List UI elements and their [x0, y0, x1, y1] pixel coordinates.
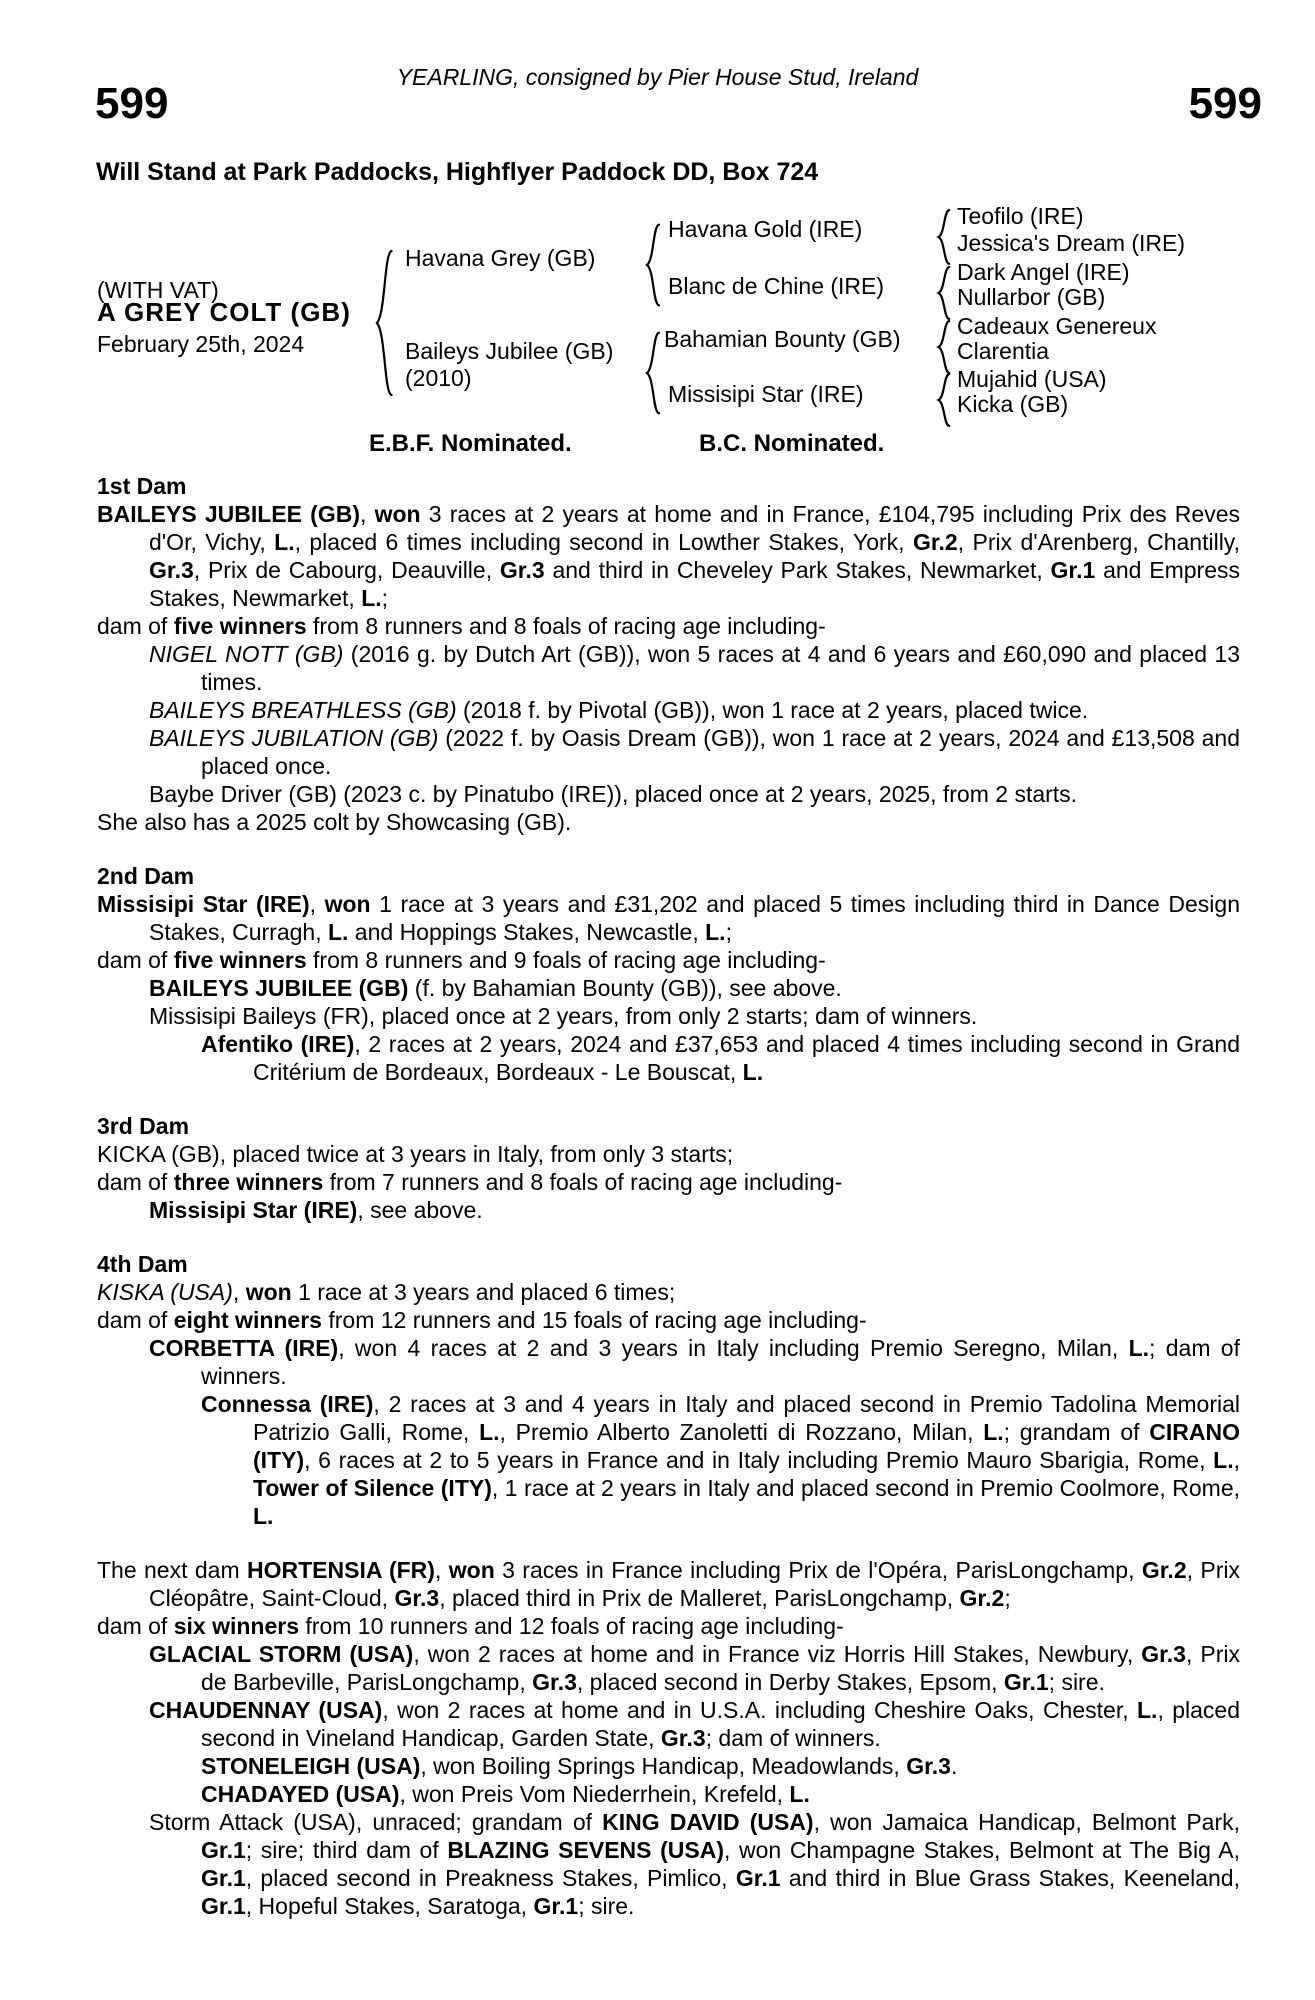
- sire-sire-name: Havana Gold (IRE): [668, 216, 863, 242]
- pedigree-paragraph: GLACIAL STORM (USA), won 2 races at home and in France viz Horris Hill Stakes, Newbury, Gr.3, Prix de Barbeville, ParisLongchamp, Gr.3, placed second in Derby Stakes, Epsom, Gr.1; sire.: [149, 1641, 1240, 1695]
- pedigree-paragraph: BAILEYS JUBILATION (GB) (2022 f. by Oasis Dream (GB)), won 1 race at 2 years, 2024 and £13,508 and placed once.: [149, 725, 1240, 779]
- pedigree-paragraph: Missisipi Star (IRE), won 1 race at 3 years and £31,202 and placed 5 times including third in Dance Design Stakes, Curragh, L. and Hoppings Stakes, Newcastle, L.;: [97, 891, 1240, 945]
- pedigree-paragraph: STONELEIGH (USA), won Boiling Springs Handicap, Meadowlands, Gr.3.: [201, 1753, 958, 1779]
- brace-icon: [643, 223, 661, 307]
- dam-sire-dam-name: Clarentia: [957, 338, 1050, 364]
- section-heading: 1st Dam: [97, 473, 187, 499]
- pedigree-paragraph: CHAUDENNAY (USA), won 2 races at home and in U.S.A. including Cheshire Oaks, Chester, L., placed second in Vineland Handicap, Garden State, Gr.3; dam of winners.: [149, 1697, 1241, 1751]
- consignor-line: YEARLING, consigned by Pier House Stud, Ireland: [396, 64, 919, 90]
- dam-section: [97, 1112, 1240, 1224]
- sire-dam-name: Blanc de Chine (IRE): [668, 273, 885, 299]
- dam-section: [97, 472, 1240, 836]
- pedigree-paragraph: BAILEYS JUBILEE (GB) (f. by Bahamian Bounty (GB)), see above.: [149, 975, 842, 1001]
- pedigree-paragraph: NIGEL NOTT (GB) (2016 g. by Dutch Art (GB)), won 5 races at 4 and 6 years and £60,090 and placed 13 times.: [149, 641, 1240, 695]
- foal-date: February 25th, 2024: [97, 331, 305, 357]
- pedigree-paragraph: Connessa (IRE), 2 races at 3 and 4 years in Italy and placed second in Premio Tadolina Memorial Patrizio Galli, Rome, L., Premio Alberto Zanoletti di Rozzano, Milan, L.; grandam of CIRANO (ITY), 6 races at 2 to 5 years in France and in Italy including Premio Mauro Sbarigia, Rome, L., Tower of Silence (ITY), 1 race at 2 years in Italy and placed second in Premio Coolmore, Rome, L.: [201, 1391, 1240, 1529]
- pedigree-paragraph: KICKA (GB), placed twice at 3 years in Italy, from only 3 starts;: [97, 1141, 734, 1167]
- sire-sire-dam-name: Jessica's Dream (IRE): [957, 230, 1186, 256]
- stand-line: Will Stand at Park Paddocks, Highflyer Paddock DD, Box 724: [96, 158, 819, 186]
- dam-dam-dam-name: Kicka (GB): [957, 391, 1069, 417]
- lot-number-left: 599: [95, 79, 169, 128]
- brace-icon: [935, 320, 951, 374]
- pedigree-paragraph: dam of three winners from 7 runners and 8 foals of racing age including-: [97, 1169, 843, 1195]
- bc-nomination: B.C. Nominated.: [699, 430, 885, 457]
- pedigree-paragraph: She also has a 2025 colt by Showcasing (GB).: [97, 809, 572, 835]
- pedigree-paragraph: dam of eight winners from 12 runners and 15 foals of racing age including-: [97, 1307, 867, 1333]
- dam-dam-name: Missisipi Star (IRE): [668, 381, 864, 407]
- dam-section: [97, 862, 1240, 1086]
- section-heading: 4th Dam: [97, 1251, 188, 1277]
- brace-icon: [935, 209, 951, 265]
- dam-section: [97, 1556, 1240, 1920]
- brace-icon: [935, 373, 951, 427]
- dam-year: (2010): [405, 365, 472, 391]
- nominations-line: [0, 430, 1315, 460]
- sire-dam-dam-name: Nullarbor (GB): [957, 284, 1106, 310]
- pedigree-paragraph: dam of six winners from 10 runners and 12 foals of racing age including-: [97, 1613, 844, 1639]
- pedigree-paragraph: dam of five winners from 8 runners and 8 foals of racing age including-: [97, 613, 826, 639]
- dam-sire-name: Bahamian Bounty (GB): [664, 326, 901, 352]
- sire-sire-sire-name: Teofilo (IRE): [957, 203, 1084, 229]
- section-heading: 3rd Dam: [97, 1113, 190, 1139]
- pedigree-paragraph: dam of five winners from 8 runners and 9 foals of racing age including-: [97, 947, 826, 973]
- brace-icon: [643, 331, 661, 415]
- pedigree-table: [0, 196, 1315, 436]
- pedigree-paragraph: Missisipi Baileys (FR), placed once at 2 years, from only 2 starts; dam of winners.: [149, 1003, 978, 1029]
- sire-name: Havana Grey (GB): [405, 245, 596, 271]
- pedigree-paragraph: Storm Attack (USA), unraced; grandam of KING DAVID (USA), won Jamaica Handicap, Belmont Park, Gr.1; sire; third dam of BLAZING SEVENS (USA), won Champagne Stakes, Belmont at The Big A, Gr.1, placed second in Preakness Stakes, Pimlico, Gr.1 and third in Blue Grass Stakes, Keeneland, Gr.1, Hopeful Stakes, Saratoga, Gr.1; sire.: [149, 1809, 1241, 1919]
- pedigree-paragraph: CORBETTA (IRE), won 4 races at 2 and 3 years in Italy including Premio Seregno, Milan, L.; dam of winners.: [149, 1335, 1240, 1389]
- dam-sections: [97, 472, 1240, 1946]
- pedigree-paragraph: Baybe Driver (GB) (2023 c. by Pinatubo (IRE)), placed once at 2 years, 2025, from 2 starts.: [149, 781, 1078, 807]
- pedigree-paragraph: Missisipi Star (IRE), see above.: [149, 1197, 483, 1223]
- section-heading: 2nd Dam: [97, 863, 195, 889]
- colt-title: A GREY COLT (GB): [97, 297, 351, 327]
- dam-sire-sire-name: Cadeaux Genereux: [957, 313, 1157, 339]
- sire-dam-sire-name: Dark Angel (IRE): [957, 259, 1130, 285]
- vat-note: (WITH VAT): [97, 277, 219, 303]
- pedigree-paragraph: The next dam HORTENSIA (FR), won 3 races in France including Prix de l'Opéra, ParisLongchamp, Gr.2, Prix Cléopâtre, Saint-Cloud, Gr.3, placed third in Prix de Malleret, ParisLongchamp, Gr.2;: [97, 1557, 1241, 1611]
- pedigree-paragraph: CHADAYED (USA), won Preis Vom Niederrhein, Krefeld, L.: [201, 1781, 810, 1807]
- dam-section: [97, 1250, 1240, 1530]
- dam-dam-sire-name: Mujahid (USA): [957, 366, 1107, 392]
- pedigree-paragraph: KISKA (USA), won 1 race at 3 years and placed 6 times;: [97, 1279, 676, 1305]
- pedigree-paragraph: Afentiko (IRE), 2 races at 2 years, 2024 and £37,653 and placed 4 times including second in Grand Critérium de Bordeaux, Bordeaux - Le Bouscat, L.: [201, 1031, 1240, 1085]
- brace-icon: [372, 248, 394, 398]
- lot-number-right: 599: [1188, 79, 1262, 128]
- pedigree-paragraph: BAILEYS BREATHLESS (GB) (2018 f. by Pivotal (GB)), won 1 race at 2 years, placed twice.: [149, 697, 1089, 723]
- ebf-nomination: E.B.F. Nominated.: [369, 430, 572, 457]
- dam-name: Baileys Jubilee (GB): [405, 338, 614, 364]
- brace-icon: [935, 266, 951, 320]
- pedigree-paragraph: BAILEYS JUBILEE (GB), won 3 races at 2 years at home and in France, £104,795 including Prix des Reves d'Or, Vichy, L., placed 6 times including second in Lowther Stakes, York, Gr.2, Prix d'Arenberg, Chantilly, Gr.3, Prix de Cabourg, Deauville, Gr.3 and third in Cheveley Park Stakes, Newmarket, Gr.1 and Empress Stakes, Newmarket, L.;: [97, 501, 1241, 611]
